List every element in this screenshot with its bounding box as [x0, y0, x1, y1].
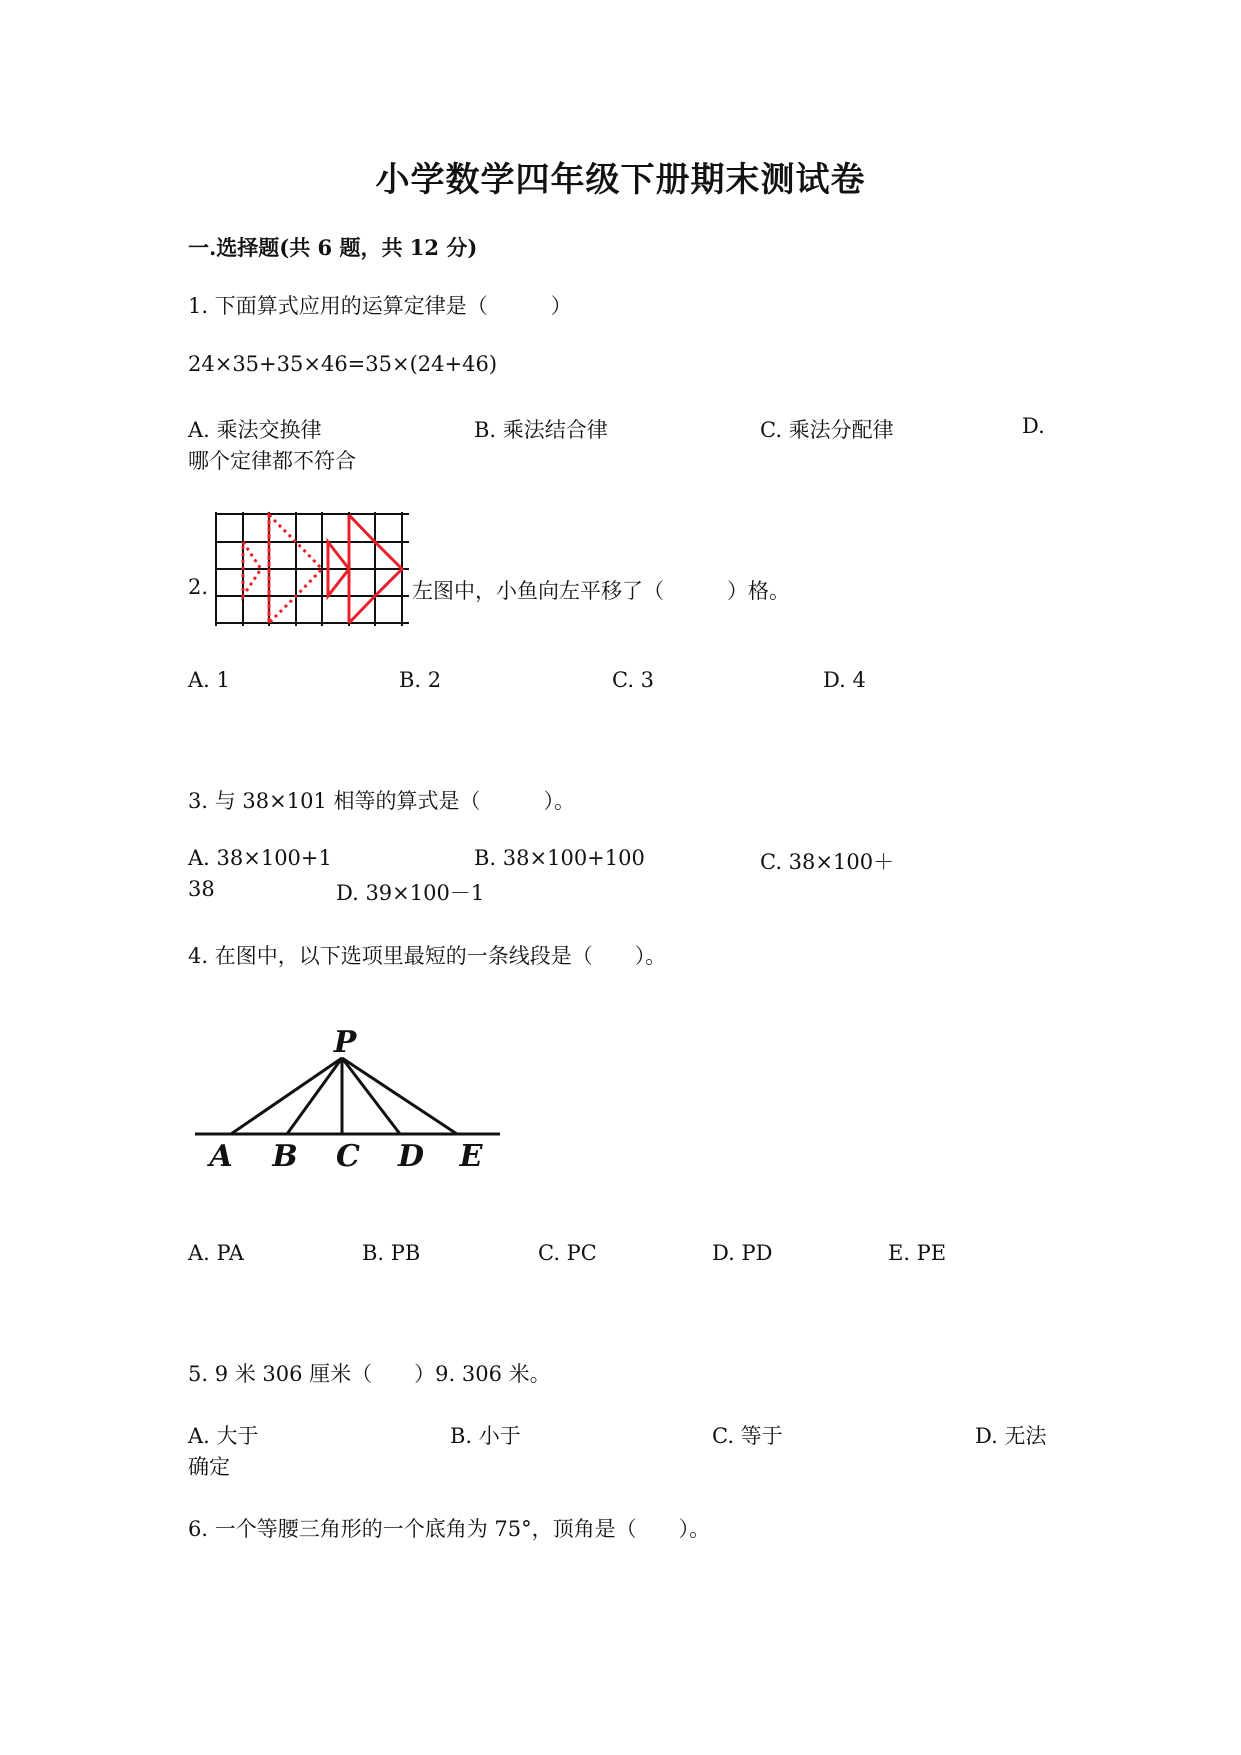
question-2-option-a: A. 1 [188, 668, 230, 692]
question-5-option-b: B. 小于 [450, 1424, 521, 1448]
question-5-option-c: C. 等于 [712, 1424, 783, 1448]
segments-from-point-p-figure [195, 1020, 505, 1174]
question-1-option-d-continued: 哪个定律都不符合 [188, 449, 356, 473]
fish-translation-grid-figure [215, 512, 409, 626]
label-c: C [336, 1139, 360, 1174]
question-4-option-a: A. PA [188, 1241, 244, 1265]
question-2-option-d: D. 4 [823, 668, 866, 692]
question-1-option-c: C. 乘法分配律 [760, 418, 894, 442]
question-3-stem: 3. 与 38×101 相等的算式是（ ）。 [188, 789, 575, 813]
page-title: 小学数学四年级下册期末测试卷 [375, 160, 866, 200]
question-2-number: 2. [188, 575, 209, 599]
section-heading: 一.选择题(共 6 题，共 12 分) [188, 235, 478, 260]
question-3-option-b: B. 38×100+100 [474, 846, 645, 870]
question-3-option-c-continued: 38 [188, 877, 215, 901]
question-3-option-a: A. 38×100+1 [188, 846, 332, 870]
label-d: D [397, 1139, 425, 1174]
segment-pd [342, 1058, 400, 1134]
label-e: E [459, 1139, 483, 1174]
question-4-option-c: C. PC [538, 1241, 597, 1265]
question-1-expression: 24×35+35×46=35×(24+46) [188, 352, 498, 376]
question-4-stem: 4. 在图中，以下选项里最短的一条线段是（ ）。 [188, 944, 667, 968]
question-2-stem: 左图中，小鱼向左平移了（ ）格。 [412, 579, 790, 603]
label-b: B [272, 1139, 298, 1174]
question-5-stem: 5. 9 米 306 厘米（ ）9. 306 米。 [188, 1362, 551, 1386]
label-a: A [209, 1139, 233, 1174]
segment-pe [342, 1058, 457, 1134]
question-1-stem: 1. 下面算式应用的运算定律是（ ） [188, 294, 572, 318]
question-2-option-c: C. 3 [612, 668, 655, 692]
label-p: P [333, 1025, 357, 1060]
question-3-option-c: C. 38×100＋ [760, 850, 895, 874]
question-2-option-b: B. 2 [399, 668, 442, 692]
question-1-option-b: B. 乘法结合律 [474, 418, 608, 442]
question-5-option-a: A. 大于 [188, 1424, 259, 1448]
segment-pb [287, 1058, 342, 1134]
question-6-stem: 6. 一个等腰三角形的一个底角为 75°，顶角是（ ）。 [188, 1517, 711, 1541]
segment-pa [231, 1058, 342, 1134]
question-5-option-d-continued: 确定 [188, 1455, 230, 1479]
question-4-option-b: B. PB [362, 1241, 421, 1265]
question-4-option-d: D. PD [712, 1241, 773, 1265]
question-1-option-d: D. [1022, 414, 1045, 438]
question-5-option-d: D. 无法 [975, 1424, 1047, 1448]
question-4-option-e: E. PE [888, 1241, 947, 1265]
question-1-option-a: A. 乘法交换律 [188, 418, 322, 442]
question-3-option-d: D. 39×100－1 [336, 881, 485, 905]
